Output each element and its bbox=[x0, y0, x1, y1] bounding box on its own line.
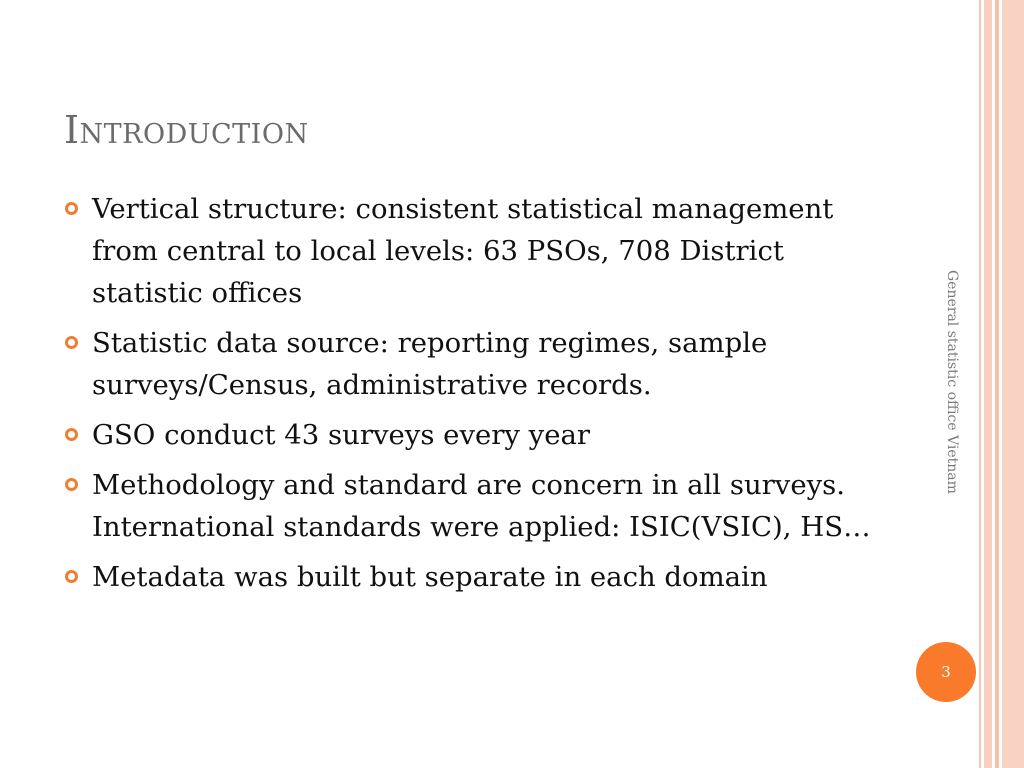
bullet-text: Vertical structure: consistent statistical management from central to local levels: 63 PSOs, 708 District statistic offices bbox=[92, 193, 834, 309]
decorative-stripe bbox=[1002, 0, 1024, 768]
bullet-item bbox=[62, 556, 882, 598]
decorative-stripe bbox=[979, 0, 981, 768]
bullet-item bbox=[62, 188, 882, 314]
circle-bullet-icon bbox=[65, 570, 78, 583]
circle-bullet-icon bbox=[65, 428, 78, 441]
bullet-item bbox=[62, 322, 882, 406]
bullet-list bbox=[62, 188, 882, 606]
circle-bullet-icon bbox=[65, 478, 78, 491]
decorative-stripe bbox=[984, 0, 992, 768]
bullet-item bbox=[62, 464, 882, 548]
circle-bullet-icon bbox=[65, 336, 78, 349]
page-number-badge: 3 bbox=[916, 642, 976, 702]
bullet-text: Statistic data source: reporting regimes, sample surveys/Census, administrative records. bbox=[92, 327, 768, 401]
slide-title: Introduction bbox=[64, 108, 309, 152]
bullet-item bbox=[62, 414, 882, 456]
bullet-text: GSO conduct 43 surveys every year bbox=[92, 419, 591, 451]
bullet-text: Methodology and standard are concern in all surveys. International standards were applied: ISIC(VSIC), HS… bbox=[92, 469, 871, 543]
vertical-footer-text: General statistic office Vietnam bbox=[944, 270, 960, 494]
bullet-text: Metadata was built but separate in each domain bbox=[92, 561, 768, 593]
decorative-stripe bbox=[995, 0, 999, 768]
circle-bullet-icon bbox=[65, 202, 78, 215]
